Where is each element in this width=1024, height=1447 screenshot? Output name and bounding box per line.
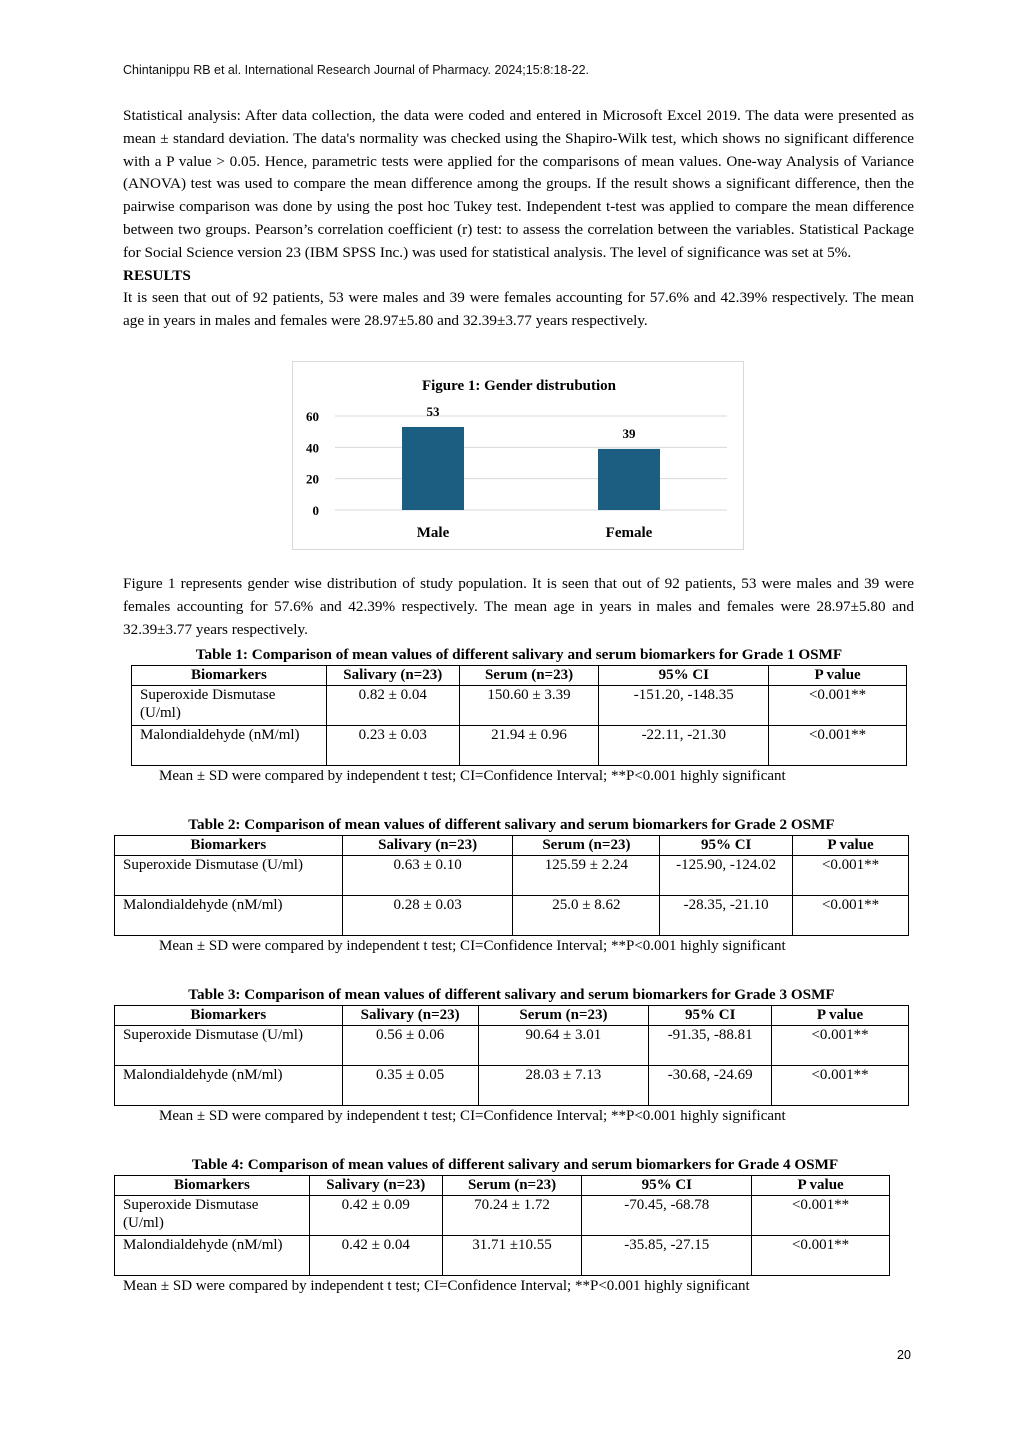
column-header: Salivary (n=23) <box>309 1176 442 1196</box>
running-header: Chintanippu RB et al. International Research Journal of Pharmacy. 2024;15:8:18-22. <box>123 63 590 77</box>
column-header: 95% CI <box>660 836 793 856</box>
table-cell: 21.94 ± 0.96 <box>459 726 599 766</box>
table-1-note: Mean ± SD were compared by independent t test; CI=Confidence Interval; **P<0.001 highly significant <box>159 768 786 784</box>
table-cell: Malondialdehyde (nM/ml) <box>115 896 343 936</box>
table-3-block <box>114 985 909 1126</box>
table-cell: <0.001** <box>752 1236 890 1276</box>
table-cell: <0.001** <box>769 726 907 766</box>
y-tick-label: 60 <box>306 409 319 424</box>
table-cell: Superoxide Dismutase (U/ml) <box>115 1196 310 1236</box>
table-4-caption: Table 4: Comparison of mean values of different salivary and serum biomarkers for Grade 4 OSMF <box>191 1156 839 1173</box>
table-1-header-row <box>132 666 907 686</box>
results-paragraph: It is seen that out of 92 patients, 53 were males and 39 were females accounting for 57.6% and 42.39% respectively. The mean age in years in males and females were 28.97±5.80 and 32.39±3.77 years respectively. <box>123 289 914 330</box>
table-1-block <box>131 645 907 786</box>
table-2-note: Mean ± SD were compared by independent t test; CI=Confidence Interval; **P<0.001 highly significant <box>159 938 786 954</box>
table-4 <box>114 1175 890 1276</box>
table-3 <box>114 1005 909 1106</box>
y-tick-label: 20 <box>306 471 319 487</box>
table-cell: 0.42 ± 0.09 <box>309 1196 442 1236</box>
figure-1-paragraph: Figure 1 represents gender wise distribution of study population. It is seen that out of 92 patients, 53 were males and 39 were females accounting for 57.6% and 42.39% respectively. The mean age in years in males and females were 28.97±5.80 and 32.39±3.77 years respectively. <box>123 575 914 638</box>
table-2-block <box>114 815 909 956</box>
table-4-block <box>114 1155 890 1296</box>
statistical-analysis-paragraph: Statistical analysis: After data collection, the data were coded and entered in Microsoft Excel 2019. The data were presented as mean ± standard deviation. The data's normality was checked using the Shapiro-Wilk test, which shows no significant difference with a P value > 0.05. Hence, parametric tests were applied for the comparisons of mean values. One-way Analysis of Variance (ANOVA) test was used to compare the mean difference among the groups. If the result shows a significant difference, then the pairwise comparison was done by using the post hoc Tukey test. Independent t-test was applied to compare the mean difference between two groups. Pearson’s correlation coefficient (r) test: to assess the correlation between the variables. Statistical Package for Social Science version 23 (IBM SPSS Inc.) was used for statistical analysis. The level of significance was set at 5%. <box>123 107 914 261</box>
table-cell: 0.63 ± 0.10 <box>342 856 513 896</box>
column-header: Biomarkers <box>115 1006 343 1026</box>
results-heading: RESULTS <box>123 266 191 284</box>
table-cell: 0.56 ± 0.06 <box>342 1026 478 1066</box>
column-header: Serum (n=23) <box>478 1006 649 1026</box>
table-cell: <0.001** <box>793 856 909 896</box>
table-cell: -151.20, -148.35 <box>599 686 769 726</box>
table-cell: 0.82 ± 0.04 <box>326 686 459 726</box>
table-row <box>115 1236 890 1276</box>
table-cell: -91.35, -88.81 <box>649 1026 772 1066</box>
column-header: Serum (n=23) <box>459 666 599 686</box>
column-header: Salivary (n=23) <box>342 1006 478 1026</box>
column-header: 95% CI <box>582 1176 752 1196</box>
bar-male <box>402 427 464 510</box>
column-header: P value <box>793 836 909 856</box>
table-1 <box>131 665 907 766</box>
table-cell: -22.11, -21.30 <box>599 726 769 766</box>
column-header: Serum (n=23) <box>442 1176 582 1196</box>
body-text <box>123 105 914 333</box>
table-row <box>115 1066 909 1106</box>
y-tick-label: 0 <box>312 503 319 518</box>
table-cell: <0.001** <box>769 686 907 726</box>
table-cell: Malondialdehyde (nM/ml) <box>115 1066 343 1106</box>
gender-distribution-figure <box>292 361 744 550</box>
table-3-caption: Table 3: Comparison of mean values of different salivary and serum biomarkers for Grade 3 OSMF <box>188 986 835 1003</box>
table-cell: Malondialdehyde (nM/ml) <box>132 726 327 766</box>
table-row <box>115 856 909 896</box>
table-cell: Superoxide Dismutase (U/ml) <box>115 856 343 896</box>
data-label: 39 <box>622 425 636 441</box>
table-cell: 25.0 ± 8.62 <box>513 896 660 936</box>
bar-female <box>598 449 660 510</box>
table-4-note: Mean ± SD were compared by independent t test; CI=Confidence Interval; **P<0.001 highly significant <box>123 1278 750 1294</box>
table-row <box>132 686 907 726</box>
column-header: Biomarkers <box>132 666 327 686</box>
table-4-header-row <box>115 1176 890 1196</box>
column-header: Biomarkers <box>115 1176 310 1196</box>
table-cell: -28.35, -21.10 <box>660 896 793 936</box>
y-tick-label: 40 <box>306 440 319 456</box>
table-cell: -125.90, -124.02 <box>660 856 793 896</box>
column-header: Salivary (n=23) <box>326 666 459 686</box>
data-label: 53 <box>426 403 440 419</box>
column-header: P value <box>772 1006 909 1026</box>
table-cell: -35.85, -27.15 <box>582 1236 752 1276</box>
table-cell: <0.001** <box>772 1066 909 1106</box>
table-cell: 31.71 ±10.55 <box>442 1236 582 1276</box>
table-cell: <0.001** <box>772 1026 909 1066</box>
table-cell: Malondialdehyde (nM/ml) <box>115 1236 310 1276</box>
column-header: P value <box>769 666 907 686</box>
table-cell: 28.03 ± 7.13 <box>478 1066 649 1106</box>
table-3-header-row <box>115 1006 909 1026</box>
x-category-label: Male <box>416 525 450 541</box>
table-cell: Superoxide Dismutase (U/ml) <box>115 1026 343 1066</box>
table-cell: -70.45, -68.78 <box>582 1196 752 1236</box>
table-cell: 70.24 ± 1.72 <box>442 1196 582 1236</box>
table-cell: -30.68, -24.69 <box>649 1066 772 1106</box>
table-row <box>115 896 909 936</box>
table-2-header-row <box>115 836 909 856</box>
table-cell: 0.35 ± 0.05 <box>342 1066 478 1106</box>
table-2 <box>114 835 909 936</box>
column-header: Serum (n=23) <box>513 836 660 856</box>
table-cell: <0.001** <box>793 896 909 936</box>
table-cell: 125.59 ± 2.24 <box>513 856 660 896</box>
column-header: 95% CI <box>599 666 769 686</box>
table-cell: 90.64 ± 3.01 <box>478 1026 649 1066</box>
page-number: 20 <box>897 1348 911 1362</box>
table-row <box>115 1026 909 1066</box>
x-category-label: Female <box>605 525 653 541</box>
table-3-note: Mean ± SD were compared by independent t test; CI=Confidence Interval; **P<0.001 highly significant <box>159 1108 786 1124</box>
figure-description <box>123 573 914 641</box>
gender-bar-chart <box>293 362 745 551</box>
column-header: 95% CI <box>649 1006 772 1026</box>
chart-title: Figure 1: Gender distrubution <box>421 378 617 394</box>
column-header: P value <box>752 1176 890 1196</box>
table-row <box>132 726 907 766</box>
column-header: Biomarkers <box>115 836 343 856</box>
table-cell: 0.23 ± 0.03 <box>326 726 459 766</box>
table-cell: Superoxide Dismutase (U/ml) <box>132 686 327 726</box>
table-2-caption: Table 2: Comparison of mean values of different salivary and serum biomarkers for Grade 2 OSMF <box>188 816 835 833</box>
table-cell: 0.42 ± 0.04 <box>309 1236 442 1276</box>
table-cell: 0.28 ± 0.03 <box>342 896 513 936</box>
table-cell: <0.001** <box>752 1196 890 1236</box>
column-header: Salivary (n=23) <box>342 836 513 856</box>
table-1-caption: Table 1: Comparison of mean values of different salivary and serum biomarkers for Grade 1 OSMF <box>195 646 843 663</box>
table-cell: 150.60 ± 3.39 <box>459 686 599 726</box>
table-row <box>115 1196 890 1236</box>
